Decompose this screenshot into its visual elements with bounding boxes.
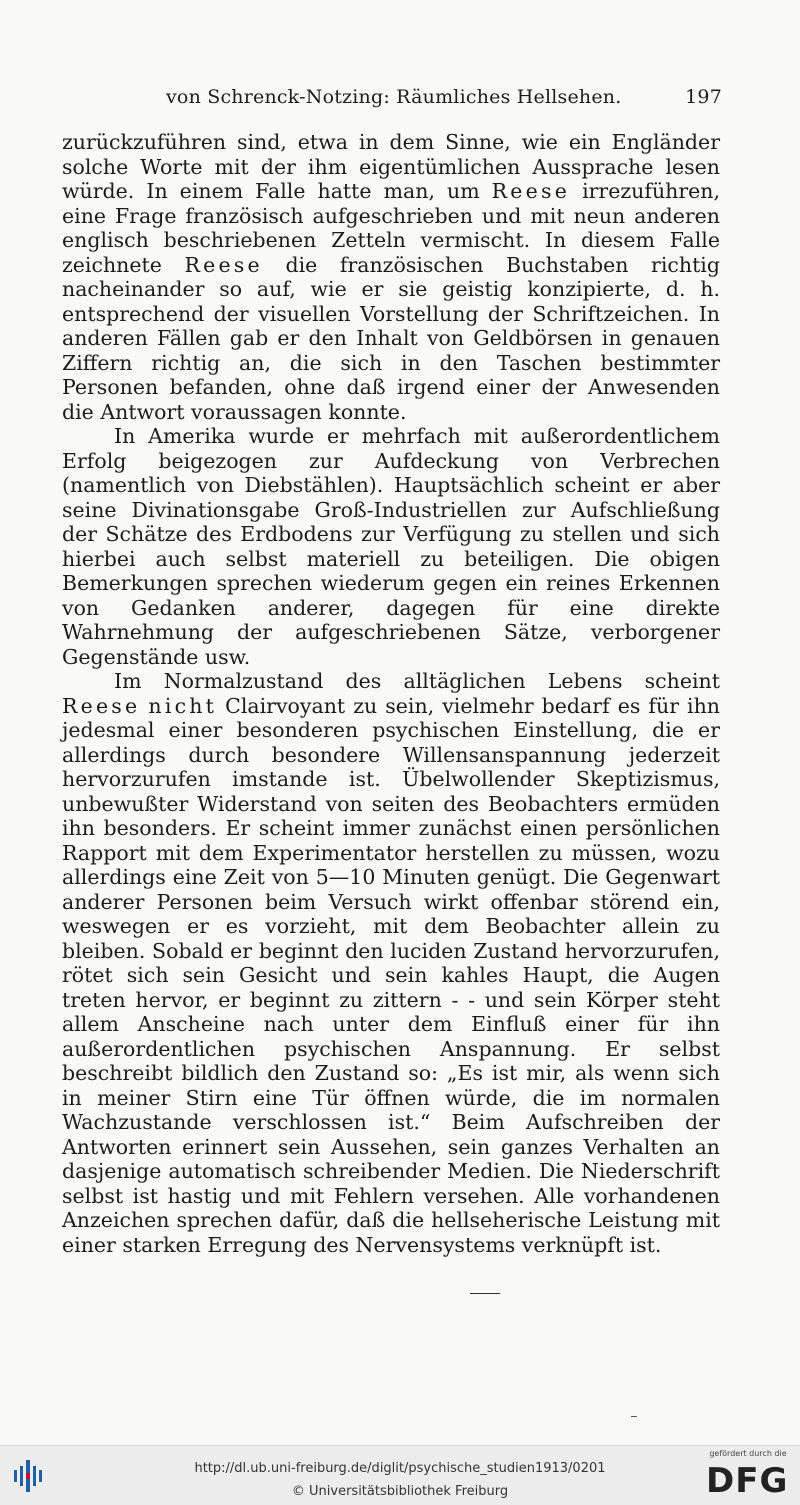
paragraph-text: Clairvoyant zu sein, vielmehr bedarf es für ihn jedesmal einer besonderen psychischen Einstellung, die er allerdings durch besondere Willensanspannung jederzeit hervorzurufen imstande ist. Übelwollender Skeptizismus, unbewußter Widerstand von seiten des Beobachters ermüden ihn besonders. Er scheint immer zunächst einen persönlichen Rapport mit dem Experimentator herstellen zu müssen, wozu allerdings eine Zeit von 5—10 Minuten genügt. Die Gegenwart anderer Personen beim Versuch wirkt offenbar störend ein, weswegen er es vorzieht, mit dem Beobachter allein zu bleiben. Sobald er beginnt den luciden Zustand hervorzurufen, rötet sich sein Gesicht und sein kahles Haupt, die Augen treten hervor, er beginnt zu zittern - - und sein Körper steht allem Anscheine nach unter dem Einfluß einer für ihn außerordentlichen psychischen Anspannung. Er selbst beschreibt bildlich den Zustand so: „Es ist mir, als wenn sich in meiner Stirn eine Tür öffnen würde, die im normalen Wachzustande verschlossen ist.“ Beim Aufschreiben der Antworten erinnert sein Aussehen, sein ganzes Verhalten an dasjenige automatisch schreibender Medien. Die Niederschrift selbst ist hastig und mit Fehlern versehen. Alle vorhandenen Anzeichen sprechen dafür, daß die hellseherische Leistung mit einer starken Erregung des Nervensystems verknüpft ist. <box>62 693 720 1257</box>
paragraph <box>62 424 720 669</box>
dfg-logo-text: DFG <box>706 1461 789 1501</box>
spaced-emphasis-text: Reese <box>62 693 141 718</box>
spaced-emphasis-text: nicht <box>148 693 218 718</box>
paragraph <box>62 669 720 1257</box>
running-header <box>62 86 722 116</box>
copyright-notice: © Universitätsbibliothek Freiburg <box>291 1484 509 1499</box>
viewer-footer <box>0 1445 800 1505</box>
spaced-emphasis-text: Reese <box>491 179 571 203</box>
end-rule <box>470 1293 500 1294</box>
permalink-url[interactable]: http://dl.ub.uni-freiburg.de/diglit/psychische_studien1913/0201 <box>194 1461 606 1476</box>
paragraph-text: Im Normalzustand des alltäglichen Lebens scheint <box>114 669 720 693</box>
dfg-logo-icon <box>700 1449 796 1503</box>
dfg-tagline: gefördert durch die <box>709 1449 787 1458</box>
paragraph-text: zurückzuführen sind, etwa in dem Sinne, wie ein Engländer solche Worte mit der ihm eigentümlichen Aussprache lesen würde. In einem Falle hatte man, um <box>62 130 720 203</box>
running-header-title: von Schrenck-Notzing: Räumliches Hellsehen. <box>166 86 622 108</box>
paragraph-text: In Amerika wurde er mehrfach mit außerordentlichem Erfolg beigezogen zur Aufdeckung von Verbrechen (namentlich von Diebstählen). Hauptsächlich scheint er aber seine Divinationsgabe Groß-Industriellen zur Aufschließung der Schätze des Erdbodens zur Verfügung zu stellen und sich hierbei auch selbst materiell zu beteiligen. Die obigen Bemerkungen sprechen wiederum gegen ein reines Erkennen von Gedanken anderer, dagegen für eine direkte Wahrnehmung der aufgeschriebenen Sätze, verborgener Gegenstände usw. <box>62 424 720 669</box>
paragraph-text: die französischen Buchstaben richtig nacheinander so auf, wie er sie geistig konzipierte, d. h. entsprechend der visuellen Vorstellung der Schriftzeichen. In anderen Fällen gab er den Inhalt von Geldbörsen in genauen Ziffern richtig an, die sich in den Taschen bestimmter Personen befanden, ohne daß irgend einer der Anwesenden die Antwort voraussagen konnte. <box>62 252 720 424</box>
page-number: 197 <box>685 86 722 108</box>
page-mark <box>631 1416 637 1417</box>
spaced-emphasis-text: Reese <box>184 252 263 277</box>
paragraph-text: irrezuführen, eine Frage französisch aufgeschrieben und mit neun anderen englisch beschriebenen Zetteln vermischt. In diesem Falle zeichnete <box>62 179 720 277</box>
paragraph <box>62 130 720 424</box>
body-text <box>62 130 720 1257</box>
